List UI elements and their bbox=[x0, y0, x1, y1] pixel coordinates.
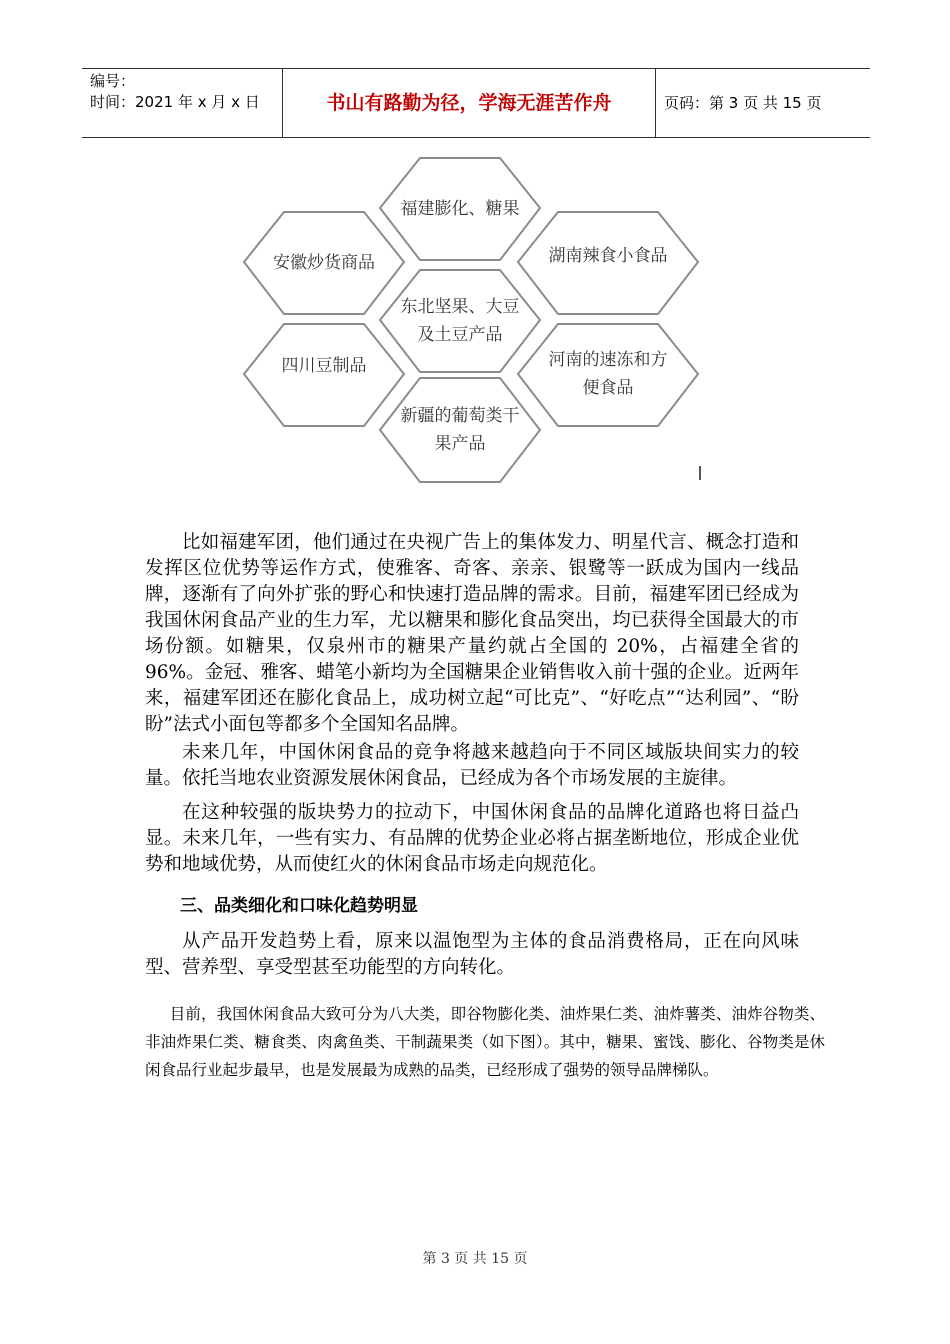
paragraph-fujian-group: 比如福建军团，他们通过在央视广告上的集体发力、明星代言、概念打造和发挥区位优势等运作方式，使雅客、奇客、亲亲、银鹭等一跃成为国内一线品牌，逐渐有了向外扩张的野心和快速打造品牌的需求。目前，福建军团已经成为我国休闲食品产业的生力军，尤以糖果和膨化食品突出，均已获得全国最大的市场份额。如糖果，仅泉州市的糖果产量约就占全国的 20%，占福建全省的 96%。金冠、雅客、蜡笔小新均为全国糖果企业销售收入前十强的企业。近两年来，福建军团还在膨化食品上，成功树立起“可比克”、“好吃点”“达利园”、“盼盼”法式小面包等都多个全国知名品牌。 bbox=[145, 532, 799, 735]
paragraph-branding-trend: 在这种较强的版块势力的拉动下，中国休闲食品的品牌化道路也将日益凸显。未来几年，一些有实力、有品牌的优势企业必将占据垄断地位，形成企业优势和地域优势，从而使红火的休闲食品市场走向规范化。 bbox=[145, 802, 799, 875]
hex-label-hunan: 湖南辣食小食品 bbox=[548, 246, 668, 266]
header-page-info: 页码：第 3 页 共 15 页 bbox=[664, 94, 822, 112]
hex-label-henan: 河南的速冻和方 便食品 bbox=[548, 350, 668, 398]
header-meta bbox=[90, 71, 284, 135]
hex-label-xinjiang: 新疆的葡萄类干 果产品 bbox=[400, 406, 520, 454]
section-heading: 三、品类细化和口味化趋势明显 bbox=[180, 896, 418, 916]
region-hexagon-diagram bbox=[230, 150, 720, 490]
header-time-label: 时间：2021 年 x 月 x 日 bbox=[90, 93, 260, 111]
page-footer: 第 3 页 共 15 页 bbox=[422, 1251, 528, 1267]
paragraph-product-development: 从产品开发趋势上看，原来以温饱型为主体的食品消费格局，正在向风味型、营养型、享受型甚至功能型的方向转化。 bbox=[145, 931, 799, 978]
header-number-label: 编号： bbox=[90, 72, 136, 90]
hex-label-anhui: 安徽炒货商品 bbox=[273, 253, 375, 273]
header-motto: 书山有路勤为径，学海无涯苦作舟 bbox=[282, 69, 656, 137]
paragraph-snack-categories: 目前，我国休闲食品大致可分为八大类，即谷物膨化类、油炸果仁类、油炸薯类、油炸谷物类、非油炸果仁类、糖食类、肉禽鱼类、干制蔬果类（如下图）。其中，糖果、蜜饯、膨化、谷物类是休闲食品行业起步最早，也是发展最为成熟的品类，已经形成了强势的领导品牌梯队。 bbox=[145, 1005, 825, 1079]
hex-label-dongbei: 东北坚果、大豆 及土豆产品 bbox=[400, 297, 520, 345]
paragraph-regional-competition: 未来几年，中国休闲食品的竞争将越来越趋向于不同区域版块间实力的较量。依托当地农业资源发展休闲食品，已经成为各个市场发展的主旋律。 bbox=[145, 742, 799, 789]
page-header bbox=[82, 68, 870, 138]
hex-label-sichuan: 四川豆制品 bbox=[281, 356, 367, 376]
hex-label-fujian: 福建膨化、糖果 bbox=[400, 199, 520, 219]
text-cursor-mark bbox=[699, 466, 701, 480]
